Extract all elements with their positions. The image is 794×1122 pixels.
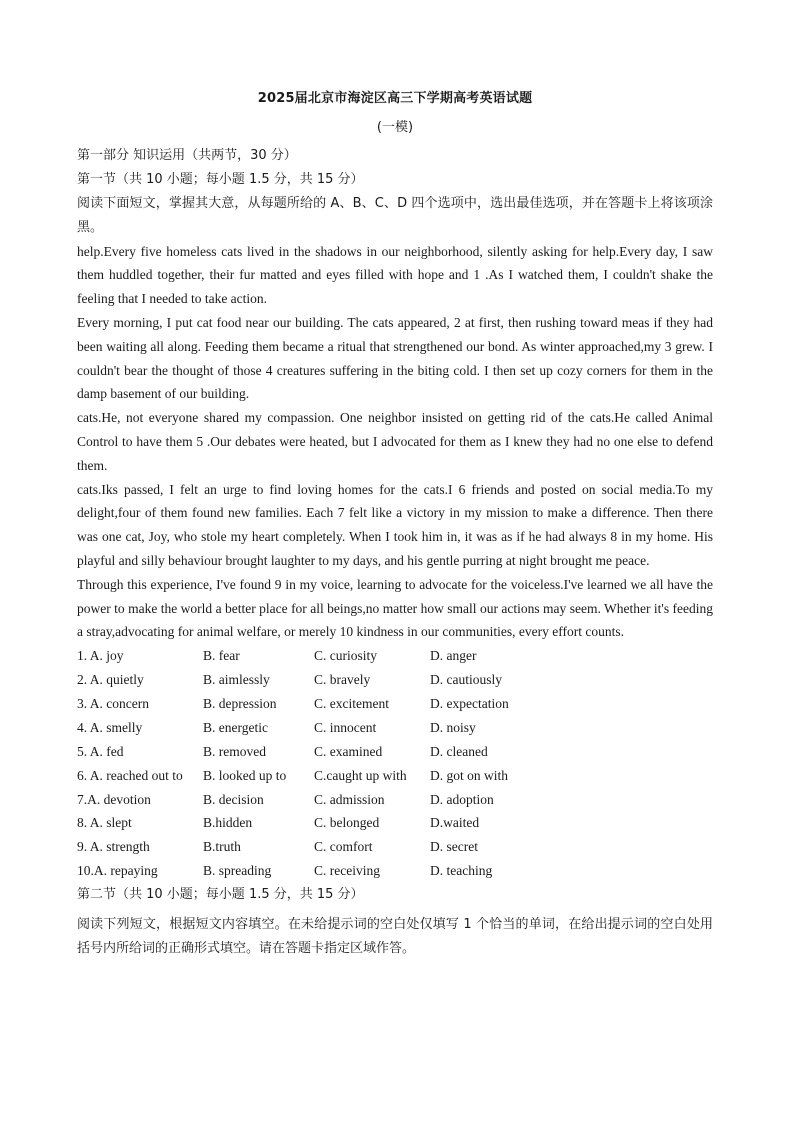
option-b: B. decision (203, 791, 264, 807)
option-b: B. looked up to (203, 767, 287, 783)
option-c: C. excitement (314, 695, 389, 711)
option-b: B.hidden (203, 815, 253, 831)
section2-heading: 第二节（共 10 小题；每小题 1.5 分，共 15 分） (77, 887, 364, 903)
option-b: B. removed (203, 743, 266, 759)
question-row (77, 716, 713, 740)
section1-heading: 第一节（共 10 小题；每小题 1.5 分，共 15 分） (77, 172, 364, 187)
option-a: 4. A. smelly (77, 719, 143, 735)
option-c: C. curiosity (314, 648, 377, 664)
section2-instruction: 阅读下列短文，根据短文内容填空。在未给提示词的空白处仅填写 1 个恰当的单词，在给出提示词的空白处用括号内所给词的正确形式填空。请在答题卡指定区域作答。 (77, 917, 713, 956)
question-row (77, 811, 713, 835)
option-c: C. examined (314, 743, 383, 759)
option-b: B. energetic (203, 719, 268, 735)
option-c: C.caught up with (314, 767, 407, 783)
option-d: D. secret (430, 839, 478, 855)
section1-instruction: 阅读下面短文，掌握其大意，从每题所给的 A、B、C、D 四个选项中，选出最佳选项，并在答题卡上将该项涂黑。 (77, 196, 713, 235)
option-c: C. bravely (314, 672, 371, 688)
option-a: 2. A. quietly (77, 672, 144, 688)
option-a: 9. A. strength (77, 839, 150, 855)
question-row (77, 668, 713, 692)
passage-paragraph-2: Every morning, I put cat food near our building. The cats appeared, 2 at first, then rushing toward meas if they had been waiting all along. Feeding them became a ritual that strengthened our bond. As winter approached,my 3 grew. I couldn't bear the thought of those 4 creatures suffering in the biting cold. I then set up cozy corners for them in the damp basement of our building. (77, 314, 713, 402)
option-a: 6. A. reached out to (77, 767, 183, 783)
question-row (77, 788, 713, 812)
passage-paragraph-4: cats.Iks passed, I felt an urge to find loving homes for the cats.I 6 friends and posted on social media.To my delight,four of them found new families. Each 7 felt like a victory in my mission to make a difference. Then there was one cat, Joy, who stole my heart completely. When I took him in, it was as if he had always 8 in my home. His playful and silly behaviour brought laughter to my days, and his gentle purring at night brought me peace. (77, 481, 713, 568)
question-row (77, 692, 713, 716)
option-b: B. depression (203, 695, 277, 711)
passage-paragraph-5: Through this experience, I've found 9 in my voice, learning to advocate for the voiceless.I've learned we all have the power to make the world a better place for all beings,no matter how small our actions may seem. Whether it's feeding a stray,advocating for animal welfare, or merely 10 kindness in our communities, every effort counts. (77, 576, 713, 640)
option-d: D. noisy (430, 719, 476, 735)
option-a: 7.A. devotion (77, 791, 151, 807)
option-b: B.truth (203, 839, 241, 855)
question-row (77, 740, 713, 764)
option-d: D. got on with (430, 767, 509, 783)
option-a: 1. A. joy (77, 648, 124, 664)
passage-paragraph-1: help.Every five homeless cats lived in the shadows in our neighborhood, silently asking for help.Every day, I saw them huddled together, their fur matted and eyes filled with hope and 1 .As I watched them, I couldn't shake the feeling that I needed to take action. (77, 243, 713, 307)
option-d: D. anger (430, 648, 477, 664)
page-subtitle: (一模) (376, 120, 414, 135)
reading-passage (77, 240, 713, 645)
option-a: 8. A. slept (77, 815, 132, 831)
option-c: C. receiving (314, 863, 380, 879)
option-d: D.waited (430, 815, 480, 831)
option-c: C. comfort (314, 839, 373, 855)
part-heading: 第一部分 知识运用（共两节，30 分） (77, 148, 297, 163)
option-b: B. aimlessly (203, 672, 270, 688)
exam-page (77, 86, 713, 961)
passage-paragraph-3: cats.He, not everyone shared my compassion. One neighbor insisted on getting rid of the cats.He called Animal Control to have them 5 .Our debates were heated, but I advocated for them as I knew they had no one else to defend them. (77, 410, 713, 473)
question-options (77, 644, 713, 883)
question-row (77, 644, 713, 668)
question-row (77, 859, 713, 883)
option-c: C. admission (314, 791, 385, 807)
option-a: 10.A. repaying (77, 863, 158, 879)
option-d: D. expectation (430, 695, 509, 711)
option-a: 5. A. fed (77, 743, 124, 759)
option-c: C. innocent (314, 719, 377, 735)
option-d: D. teaching (430, 863, 493, 879)
option-d: D. cautiously (430, 672, 502, 688)
page-title: 2025届北京市海淀区高三下学期高考英语试题 (257, 91, 533, 106)
option-a: 3. A. concern (77, 695, 149, 711)
option-b: B. fear (203, 648, 240, 664)
option-c: C. belonged (314, 815, 380, 831)
option-d: D. adoption (430, 791, 494, 807)
question-row (77, 835, 713, 859)
question-row (77, 764, 713, 788)
option-b: B. spreading (203, 863, 272, 879)
option-d: D. cleaned (430, 743, 488, 759)
